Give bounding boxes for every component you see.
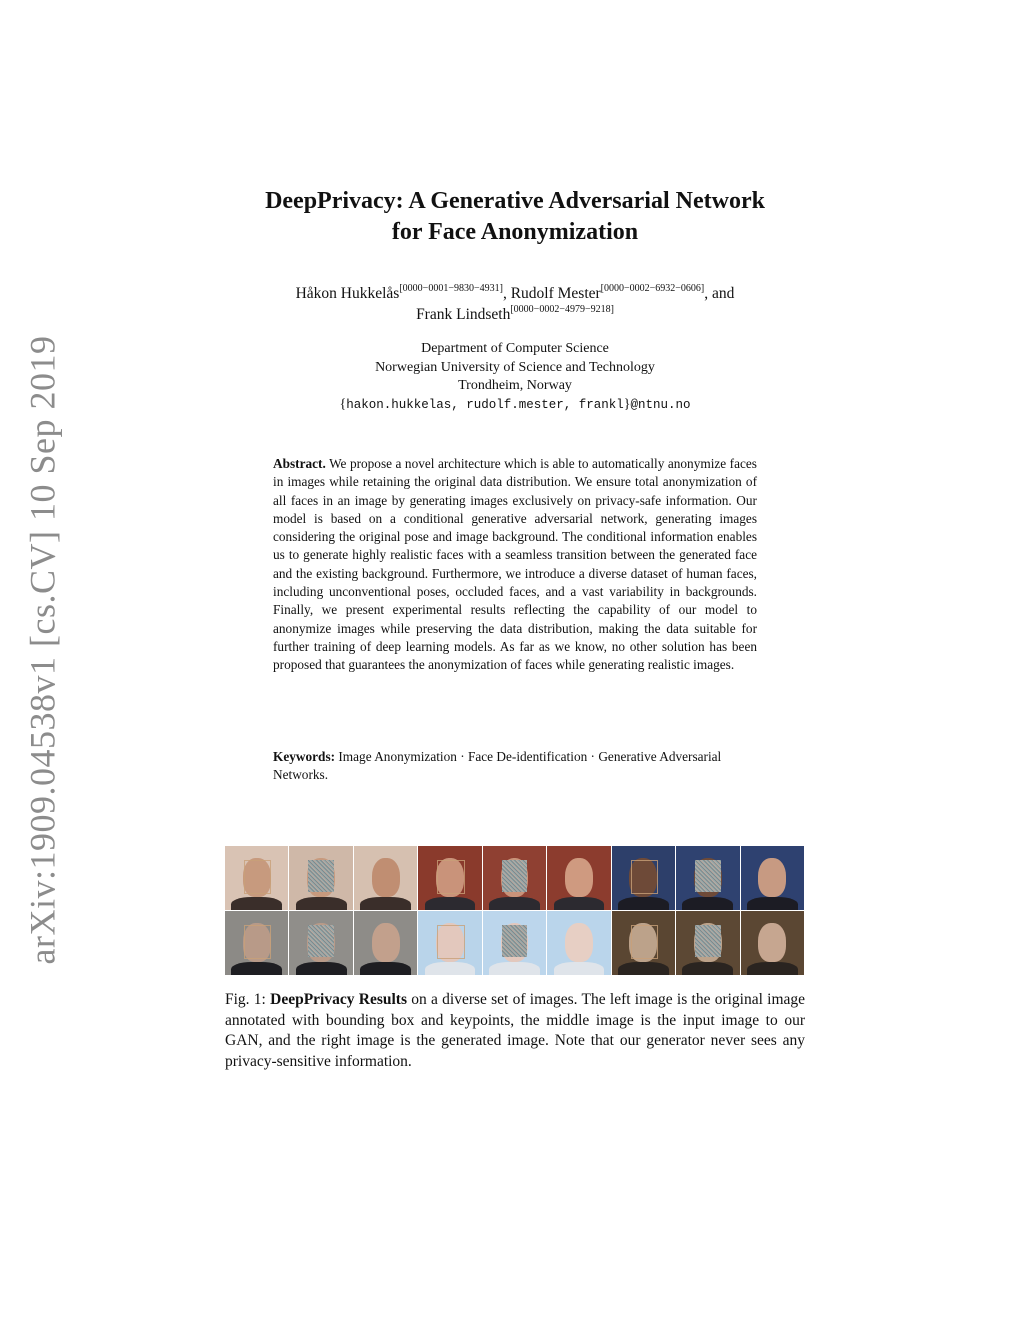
figure-noise-patch [502, 925, 527, 957]
email-brace-open: { [339, 396, 347, 412]
keywords-label: Keywords: [273, 749, 336, 764]
affiliation-emails [200, 396, 830, 415]
figure-person-body [296, 962, 347, 975]
affiliation-location: Trondheim, Norway [458, 378, 572, 393]
figure-image-input [289, 846, 352, 910]
arxiv-stamp [22, 335, 63, 965]
figure-person-body [231, 962, 282, 975]
figure-image-generated [547, 911, 610, 975]
figure-person-head [372, 923, 400, 963]
figure-image-generated [741, 911, 804, 975]
author-1-orcid: [0000−0001−9830−4931] [399, 283, 503, 294]
figure-image-original [418, 846, 481, 910]
affiliation [200, 340, 830, 414]
figure-image-input [483, 846, 546, 910]
affiliation-department: Department of Computer Science [421, 341, 609, 356]
figure-person-body [425, 962, 476, 975]
figure-person-body [489, 897, 540, 910]
figure-person-head [758, 923, 786, 963]
abstract [273, 455, 757, 675]
figure-image-generated [547, 846, 610, 910]
figure-person-body [618, 962, 669, 975]
figure-image-input [676, 846, 739, 910]
author-3-name: Frank Lindseth [416, 306, 511, 323]
author-1-name: Håkon Hukkelås [295, 285, 400, 302]
abstract-label: Abstract. [273, 456, 326, 471]
figure-caption [225, 990, 805, 1072]
figure-person-body [425, 897, 476, 910]
figure-image-input [676, 911, 739, 975]
figure-noise-patch [695, 860, 720, 892]
author-2-orcid: [0000−0002−6932−0606] [600, 283, 705, 294]
figure-person-body [747, 962, 798, 975]
figure-person-body [682, 897, 733, 910]
figure-person-head [565, 923, 593, 963]
caption-text: on a diverse set of images. The left image is the original image annotated with bounding box and keypoints, the middle image is the input image to our GAN, and the right image is the generated image. Note that our generator never sees any privacy-sensitive information. [225, 991, 806, 1070]
figure-image-input [483, 911, 546, 975]
figure-person-body [618, 897, 669, 910]
figure-noise-patch [308, 925, 333, 957]
figure-image-input [289, 911, 352, 975]
figure-bounding-box [437, 925, 464, 959]
figure-person-head [758, 858, 786, 898]
figure-bounding-box [244, 860, 271, 894]
figure-image-original [612, 911, 675, 975]
figure-image-generated [354, 911, 417, 975]
figure-person-body [489, 962, 540, 975]
keywords [273, 748, 757, 785]
figure-image-original [612, 846, 675, 910]
figure-image-original [418, 911, 481, 975]
figure-bounding-box [437, 860, 464, 894]
figure-person-body [682, 962, 733, 975]
figure-image-original [225, 911, 288, 975]
figure-bounding-box [244, 925, 271, 959]
author-separator: , and [704, 285, 735, 302]
figure-bounding-box [631, 860, 658, 894]
figure-person-body [360, 897, 411, 910]
figure-person-body [747, 897, 798, 910]
affiliation-university: Norwegian University of Science and Technology [375, 359, 655, 375]
figure-person-head [372, 858, 400, 898]
figure-image-generated [354, 846, 417, 910]
figure-person-body [554, 897, 605, 910]
figure-noise-patch [502, 860, 527, 892]
figure-person-body [231, 897, 282, 910]
author-2-name: , Rudolf Mester [502, 285, 601, 302]
paper-title [200, 186, 830, 248]
figure-person-body [360, 962, 411, 975]
caption-bold: DeepPrivacy Results [270, 991, 407, 1008]
title-line-1: DeepPrivacy: A Generative Adversarial Network [265, 188, 765, 214]
figure-noise-patch [695, 925, 720, 957]
abstract-text: We propose a novel architecture which is able to automatically anonymize faces in images while retaining the original data distribution. We ensure total anonymization of all faces in an image by generating images exclusively on privacy-safe information. Our model is based on a conditional generative adversarial network, generating images considering the original pose and image background. The conditional information enables us to generate highly realistic faces with a seamless transition between the generated face and the existing background. Furthermore, we introduce a diverse dataset of human faces, including unconventional poses, occluded faces, and a vast variability in backgrounds. Finally, we present experimental results reflecting the capability of our model to anonymize images while preserving the data distribution, making the data suitable for further training of deep learning models. As far as we know, no other solution has been proposed that guarantees the anonymization of faces while generating realistic images. [273, 456, 757, 673]
email-names: hakon.hukkelas, rudolf.mester, frankl [346, 397, 624, 412]
figure-bounding-box [631, 925, 658, 959]
figure-person-body [554, 962, 605, 975]
figure-image-original [225, 846, 288, 910]
caption-label: Fig. 1: [225, 991, 266, 1008]
figure-noise-patch [308, 860, 333, 892]
figure-image-generated [741, 846, 804, 910]
figure-face-grid [225, 846, 804, 975]
author-3-orcid: [0000−0002−4979−9218] [510, 304, 614, 315]
email-domain: @ntnu.no [630, 397, 691, 412]
email-brace-close: } [623, 396, 631, 412]
arxiv-stamp-text: arXiv:1909.04538v1 [cs.CV] 10 Sep 2019 [22, 335, 63, 965]
figure-person-body [296, 897, 347, 910]
title-line-2: for Face Anonymization [391, 219, 639, 245]
figure-person-head [565, 858, 593, 898]
keywords-text: Image Anonymization · Face De-identification · Generative Adversarial Networks. [273, 749, 722, 783]
author-list [200, 283, 830, 325]
